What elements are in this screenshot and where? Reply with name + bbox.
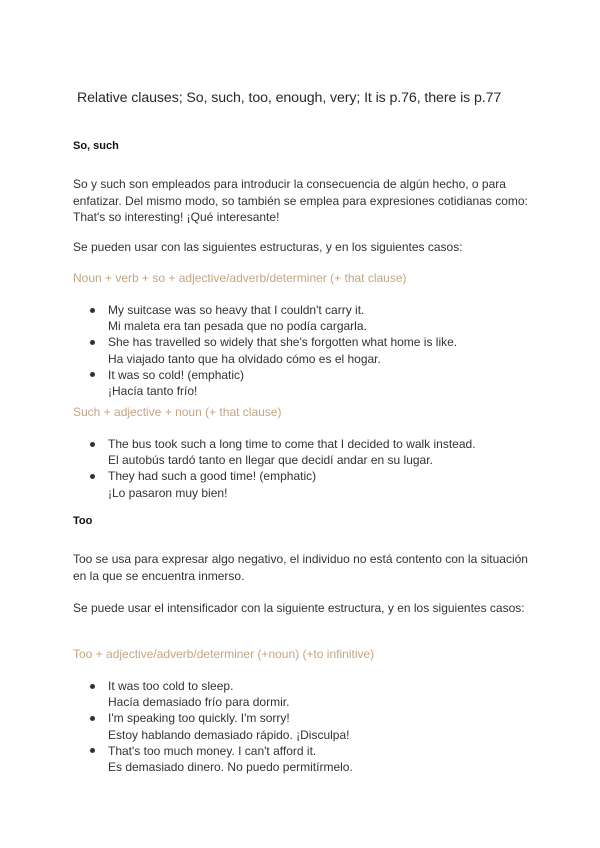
example-spanish: Estoy hablando demasiado rápido. ¡Disculpa! (108, 727, 350, 742)
paragraph-so-such-structures: Se pueden usar con las siguientes estructuras, y en los siguientes casos: (73, 240, 463, 254)
example-spanish: El autobús tardó tanto en llegar que decidí andar en su lugar. (108, 453, 433, 468)
example-spanish: ¡Lo pasaron muy bien! (108, 485, 228, 500)
paragraph-so-such-intro: So y such son empleados para introducir la consecuencia de algún hecho, o para enfatizar. Del mismo modo, so también se emplea para expresiones cotidianas como: That's so interesting! ¡Qué interesante! (73, 177, 528, 224)
example-spanish: ¡Hacía tanto frío! (108, 384, 198, 399)
section-heading-so-such: So, such (73, 140, 119, 152)
list-item (73, 743, 543, 775)
bullet-icon (90, 474, 95, 479)
example-english: I'm speaking too quickly. I'm sorry! (108, 711, 290, 726)
paragraph-too-structures: Se puede usar el intensificador con la siguiente estructura, y en los siguientes casos: (73, 601, 525, 615)
examples-so-list (73, 302, 543, 399)
paragraph-too-intro: Too se usa para expresar algo negativo, el individuo no está contento con la situación en la que se encuentra inmerso. (73, 552, 528, 583)
document-title: Relative clauses; So, such, too, enough, very; It is p.76, there is p.77 (77, 90, 502, 106)
list-item (73, 367, 543, 399)
list-item (73, 334, 543, 366)
example-english: It was too cold to sleep. (108, 679, 234, 693)
list-item (73, 302, 543, 334)
example-english: It was so cold! (emphatic) (108, 367, 245, 382)
examples-too-list (73, 678, 543, 775)
bullet-icon (90, 340, 95, 345)
bullet-icon (90, 748, 95, 753)
list-item (73, 468, 543, 500)
list-item (73, 436, 543, 468)
bullet-icon (90, 684, 95, 689)
structure-so: Noun + verb + so + adjective/adverb/determiner (+ that clause) (73, 271, 407, 285)
example-english: That's too much money. I can't afford it. (108, 743, 317, 758)
example-spanish: Mi maleta era tan pesada que no podía cargarla. (108, 319, 367, 334)
example-spanish: Hacía demasiado frío para dormir. (108, 695, 290, 710)
bullet-icon (90, 372, 95, 377)
bullet-icon (90, 716, 95, 721)
bullet-icon (90, 308, 95, 313)
example-english: My suitcase was so heavy that I couldn't carry it. (108, 303, 365, 317)
example-english: They had such a good time! (emphatic) (108, 469, 317, 484)
example-english: She has travelled so widely that she's forgotten what home is like. (108, 335, 458, 350)
example-spanish: Es demasiado dinero. No puedo permitírmelo. (108, 760, 353, 775)
examples-such-list (73, 436, 543, 501)
bullet-icon (90, 442, 95, 447)
example-english: The bus took such a long time to come that I decided to walk instead. (108, 437, 476, 451)
structure-such: Such + adjective + noun (+ that clause) (73, 405, 282, 419)
list-item (73, 710, 543, 742)
example-spanish: Ha viajado tanto que ha olvidado cómo es el hogar. (108, 351, 381, 366)
list-item (73, 678, 543, 710)
section-heading-too: Too (73, 515, 93, 527)
structure-too: Too + adjective/adverb/determiner (+noun) (+to infinitive) (73, 647, 375, 661)
